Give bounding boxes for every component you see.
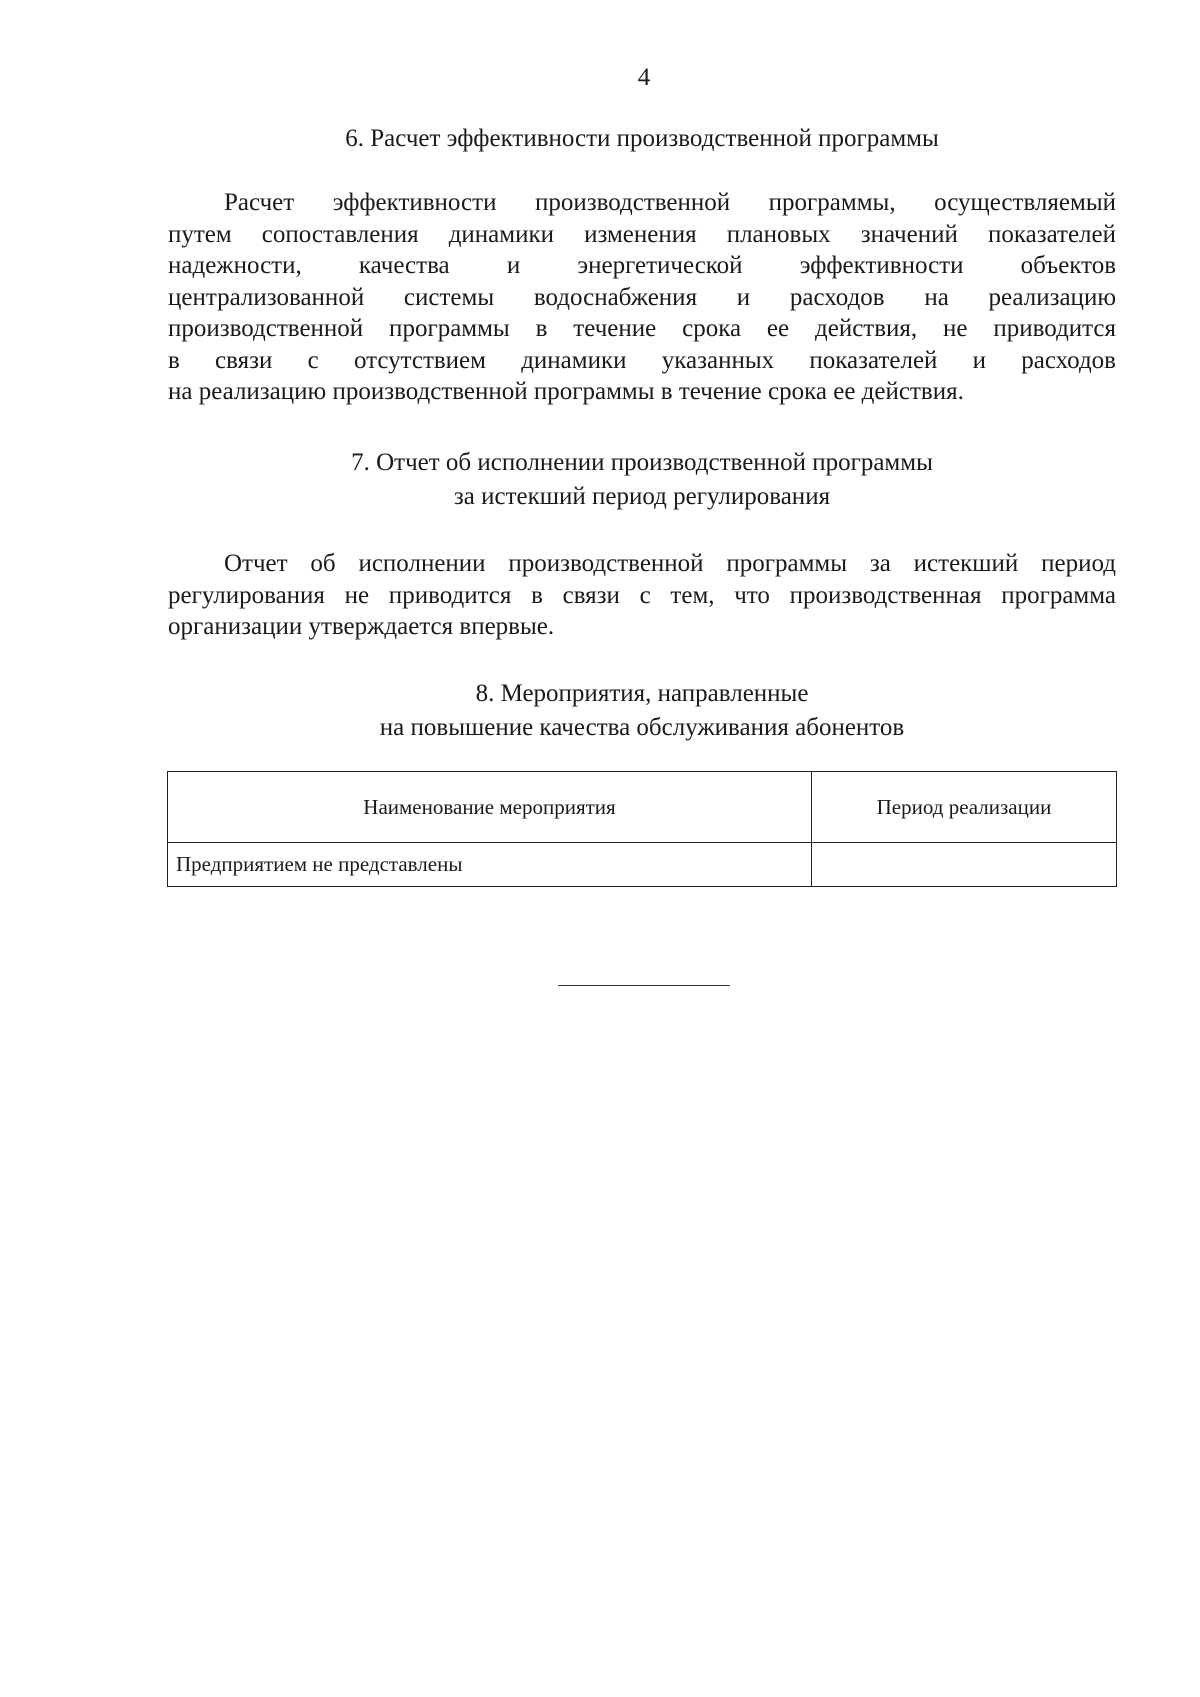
section-6-heading <box>168 122 1116 156</box>
table-row <box>168 843 1117 887</box>
section-8-heading <box>168 677 1116 745</box>
paragraph-line: на реализацию производственной программы в течение срока ее действия. <box>168 378 964 405</box>
paragraph-line: в связи с отсутствием динамики указанных показателей и расходов <box>168 346 1116 374</box>
table-header-row <box>168 772 1117 843</box>
section-8-heading-line-1: 8. Мероприятия, направленные <box>475 680 809 707</box>
paragraph-line: производственной программы в течение срока ее действия, не приводится <box>168 315 1116 342</box>
paragraph-line: Расчет эффективности производственной программы, осуществляемый <box>224 189 1116 216</box>
end-of-document-rule <box>558 985 730 986</box>
paragraph-line: организации утверждается впервые. <box>168 613 555 640</box>
paragraph-line: централизованной системы водоснабжения и расходов на реализацию <box>168 283 1116 311</box>
section-8-heading-line-2: на повышение качества обслуживания абонентов <box>379 714 905 741</box>
section-6-heading-text: 6. Расчет эффективности производственной программы <box>345 125 939 152</box>
paragraph-line: Отчет об исполнении производственной программы за истекший период <box>224 550 1116 577</box>
section-7-heading <box>168 446 1116 514</box>
column-header-period: Период реализации <box>811 772 1116 843</box>
page-number: 4 <box>637 64 651 91</box>
column-header-measure-name: Наименование мероприятия <box>168 772 812 843</box>
section-7-heading-line-1: 7. Отчет об исполнении производственной программы <box>351 449 933 476</box>
table-cell-measure-name: Предприятием не представлены <box>168 843 812 887</box>
paragraph-line: надежности, качества и энергетической эффективности объектов <box>168 252 1116 279</box>
section-7-paragraph <box>168 548 1116 643</box>
table-cell-period <box>811 843 1116 887</box>
paragraph-line: регулирования не приводится в связи с тем, что производственная программа <box>168 581 1116 609</box>
measures-table <box>167 771 1117 887</box>
section-7-heading-line-2: за истекший период регулирования <box>453 483 831 510</box>
paragraph-line: путем сопоставления динамики изменения плановых значений показателей <box>168 220 1116 248</box>
section-6-paragraph <box>168 187 1116 408</box>
